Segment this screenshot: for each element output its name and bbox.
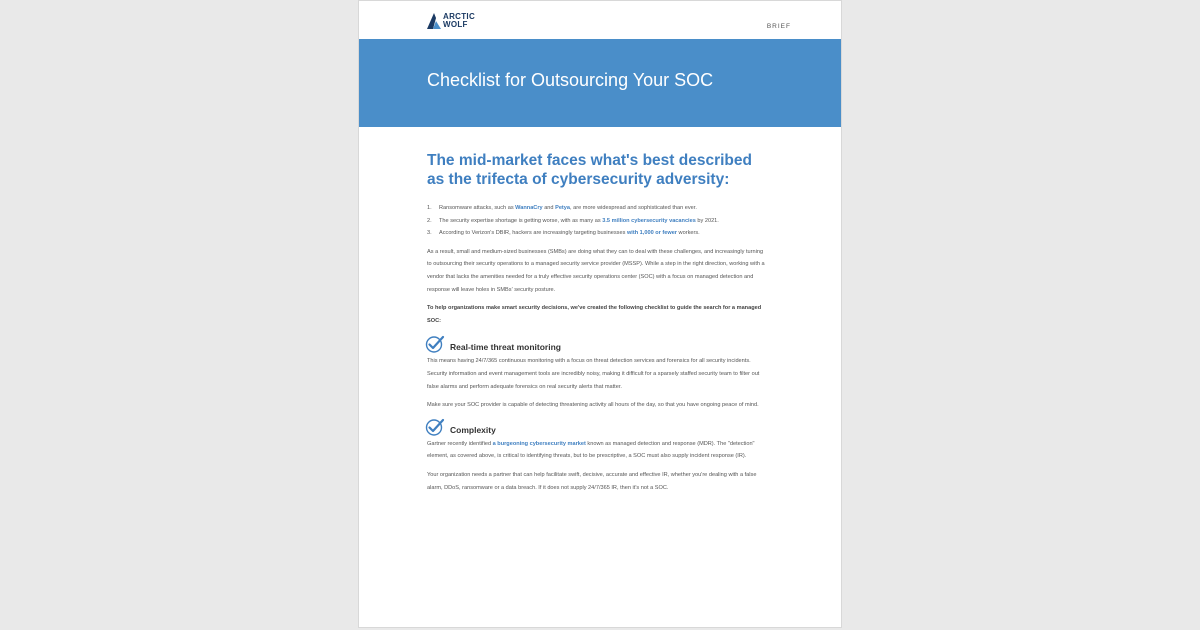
section-paragraph: Gartner recently identified a burgeoning cybersecurity market known as managed detection and response (MDR). The "detection" element, as covered above, is critical to identifying threats, but to be prescriptive, a SOC must also supply incident response (IR). — [427, 440, 755, 460]
arctic-wolf-logo-icon — [427, 13, 441, 29]
main-content — [427, 151, 767, 500]
section-title: Complexity — [450, 424, 496, 435]
wannacry-link[interactable]: WannaCry — [515, 205, 543, 211]
list-item: 1. Ransomware attacks, such as WannaCry and Petya, are more widespread and sophisticated than ever. — [427, 205, 697, 211]
logo-text-arctic: ARCTIC — [443, 12, 476, 21]
checkmark-icon — [425, 335, 445, 353]
vacancies-link[interactable]: 3.5 million cybersecurity vacancies — [602, 217, 696, 224]
section-paragraph: Make sure your SOC provider is capable of detecting threatening activity all hours of the day, so that you have ongoing peace of mind. — [427, 402, 759, 409]
section-header-monitoring — [425, 335, 767, 353]
checkmark-icon — [425, 418, 445, 436]
facts-list — [427, 202, 767, 240]
title-banner — [359, 39, 841, 127]
section-paragraph: Your organization needs a partner that can help facilitate swift, decisive, accurate and effective IR, whether you're dealing with a false alarm, DDoS, ransomware or a data breach. If it does not supply 24/7/365 IR, then it's not a SOC. — [427, 471, 757, 491]
mdr-market-link[interactable]: a burgeoning cybersecurity market — [492, 440, 586, 447]
page-header — [359, 1, 841, 39]
list-item: 3. According to Verizon's DBIR, hackers are increasingly targeting businesses with 1,000 or fewer workers. — [427, 230, 700, 237]
checklist-intro: To help organizations make smart security decisions, we've created the following checklist to guide the search for a managed SOC: — [427, 305, 762, 324]
list-item: 2. The security expertise shortage is getting worse, with as many as 3.5 million cybersecurity vacancies by 2021. — [427, 217, 719, 224]
intro-paragraph: As a result, small and medium-sized businesses (SMBs) are doing what they can to deal with these challenges, and increasingly turning to outsourcing their security operations to a managed security service provider (MSSP). While a step in the right direction, working with a vendor that lacks the amenities needed for a truly effective security operations center (SOC) with a focus on managed detection and response will leave holes in SMBs' security posture. — [427, 248, 765, 293]
doc-type-label: BRIEF — [766, 23, 791, 30]
document-page — [358, 0, 842, 628]
petya-link[interactable]: Petya — [555, 205, 571, 211]
section-header-complexity — [425, 418, 767, 436]
section-paragraph: This means having 24/7/365 continuous monitoring with a focus on threat detection services and forensics for all security incidents. Security information and event management tools are incredibly noisy, making it difficult for a sparsely staffed security team to filter out false alarms and perform adequate forensics on real security alerts that matter. — [427, 358, 760, 390]
arctic-wolf-logo — [427, 13, 475, 29]
logo-text-wolf: WOLF — [443, 20, 468, 29]
section-title: Real-time threat monitoring — [450, 342, 561, 353]
section-heading: The mid-market faces what's best described as the trifecta of cybersecurity adversity: — [427, 152, 752, 188]
page-title: Checklist for Outsourcing Your SOC — [427, 70, 714, 90]
fewer-workers-link[interactable]: with 1,000 or fewer — [626, 230, 677, 237]
